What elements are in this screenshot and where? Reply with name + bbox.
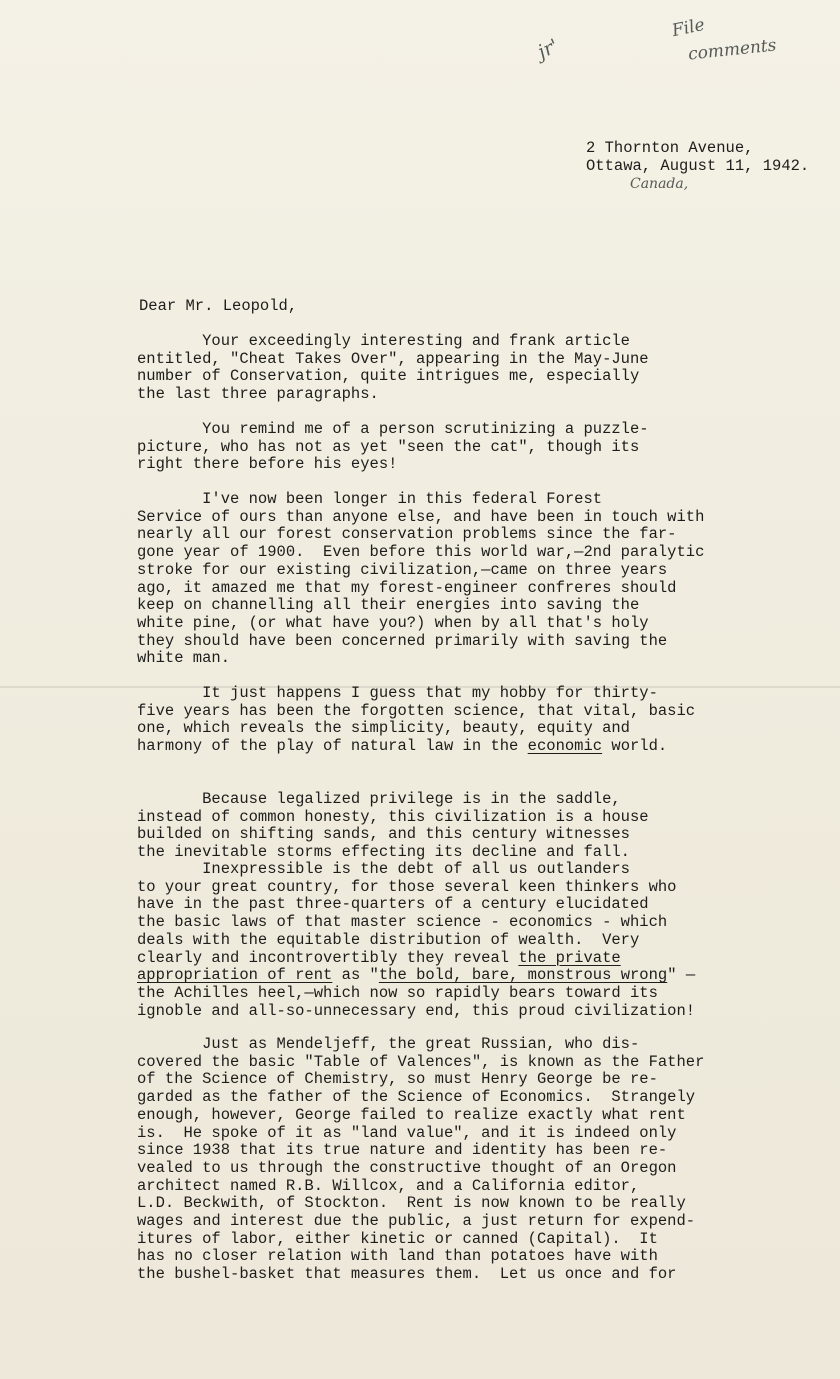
body-line: is. He spoke of it as "land value", and it is indeed only (137, 1123, 677, 1142)
body-line: right there before his eyes! (137, 455, 398, 474)
body-line: covered the basic "Table of Valences", is known as the Father (137, 1052, 705, 1071)
body-line: stroke for our existing civilization,—came on three years (137, 560, 668, 579)
body-line: one, which reveals the simplicity, beauty, equity and (137, 719, 630, 738)
body-line: It just happens I guess that my hobby for thirty- (137, 684, 658, 702)
country-annotation: Canada, (630, 176, 689, 192)
initials-annotation: jr' (534, 34, 562, 64)
body-line: has no closer relation with land than potatoes have with (137, 1247, 658, 1266)
body-line: I've now been longer in this federal Forest (137, 490, 603, 508)
body-line: Just as Mendeljeff, the great Russian, who dis- (137, 1035, 640, 1053)
body-line: of the Science of Chemistry, so must Henry George be re- (137, 1070, 658, 1089)
body-line: the last three paragraphs. (137, 385, 379, 404)
body-line: keep on channelling all their energies into saving the (137, 596, 640, 615)
body-line: the Achilles heel,—which now so rapidly bears toward its (137, 983, 658, 1002)
body-line: vealed to us through the constructive thought of an Oregon (137, 1158, 677, 1177)
body-line: Your exceedingly interesting and frank article (137, 332, 630, 350)
body-line: enough, however, George failed to realize exactly what rent (137, 1105, 686, 1124)
body-line: Inexpressible is the debt of all us outlanders (137, 860, 630, 878)
body-line: picture, who has not as yet "seen the cat", though its (137, 437, 640, 456)
address-city-date: Ottawa, August 11, 1942. (586, 157, 810, 175)
address-street: 2 Thornton Avenue, (586, 139, 754, 157)
body-line: garded as the father of the Science of Economics. Strangely (137, 1088, 696, 1107)
body-line: wages and interest due the public, a just return for expend- (137, 1212, 696, 1230)
body-line: have in the past three-quarters of a century elucidated (137, 895, 649, 914)
body-line: nearly all our forest conservation problems since the far- (137, 525, 677, 544)
body-line: appropriation of rent as "the bold, bare, monstrous wrong" — (137, 966, 696, 985)
body-line: the basic laws of that master science - economics - which (137, 913, 668, 932)
file-annotation: File (670, 14, 707, 42)
body-line: since 1938 that its true nature and identity has been re- (137, 1141, 668, 1160)
comments-annotation: comments (687, 35, 778, 65)
salutation: Dear Mr. Leopold, (139, 297, 298, 315)
body-line: white man. (137, 649, 231, 668)
body-line: ignoble and all-so-unnecessary end, this proud civilization! (137, 1001, 696, 1020)
body-line: five years has been the forgotten science, that vital, basic (137, 701, 696, 720)
body-line: architect named R.B. Willcox, and a California editor, (137, 1176, 640, 1195)
body-line: itures of labor, either kinetic or canned (Capital). It (137, 1229, 658, 1248)
body-line: harmony of the play of natural law in the economic world. (137, 737, 668, 756)
body-line: gone year of 1900. Even before this world war,—2nd paralytic (137, 543, 705, 562)
body-line: the bushel-basket that measures them. Let us once and for (137, 1265, 677, 1284)
body-line: number of Conservation, quite intrigues me, especially (137, 367, 640, 386)
body-line: Because legalized privilege is in the saddle, (137, 790, 621, 808)
body-line: white pine, (or what have you?) when by all that's holy (137, 613, 649, 632)
body-line: entitled, "Cheat Takes Over", appearing in the May-June (137, 349, 649, 368)
body-line: to your great country, for those several keen thinkers who (137, 877, 677, 896)
body-line: ago, it amazed me that my forest-engineer confreres should (137, 578, 677, 597)
body-line: they should have been concerned primarily with saving the (137, 631, 668, 650)
body-line: deals with the equitable distribution of wealth. Very (137, 930, 640, 949)
body-line: Service of ours than anyone else, and have been in touch with (137, 507, 705, 526)
body-line: clearly and incontrovertibly they reveal the private (137, 948, 621, 967)
body-line: builded on shifting sands, and this century witnesses (137, 825, 630, 844)
body-line: You remind me of a person scrutinizing a puzzle- (137, 420, 649, 438)
body-line: L.D. Beckwith, of Stockton. Rent is now known to be really (137, 1194, 686, 1213)
body-line: the inevitable storms effecting its decline and fall. (137, 843, 630, 862)
body-line: instead of common honesty, this civilization is a house (137, 807, 649, 826)
